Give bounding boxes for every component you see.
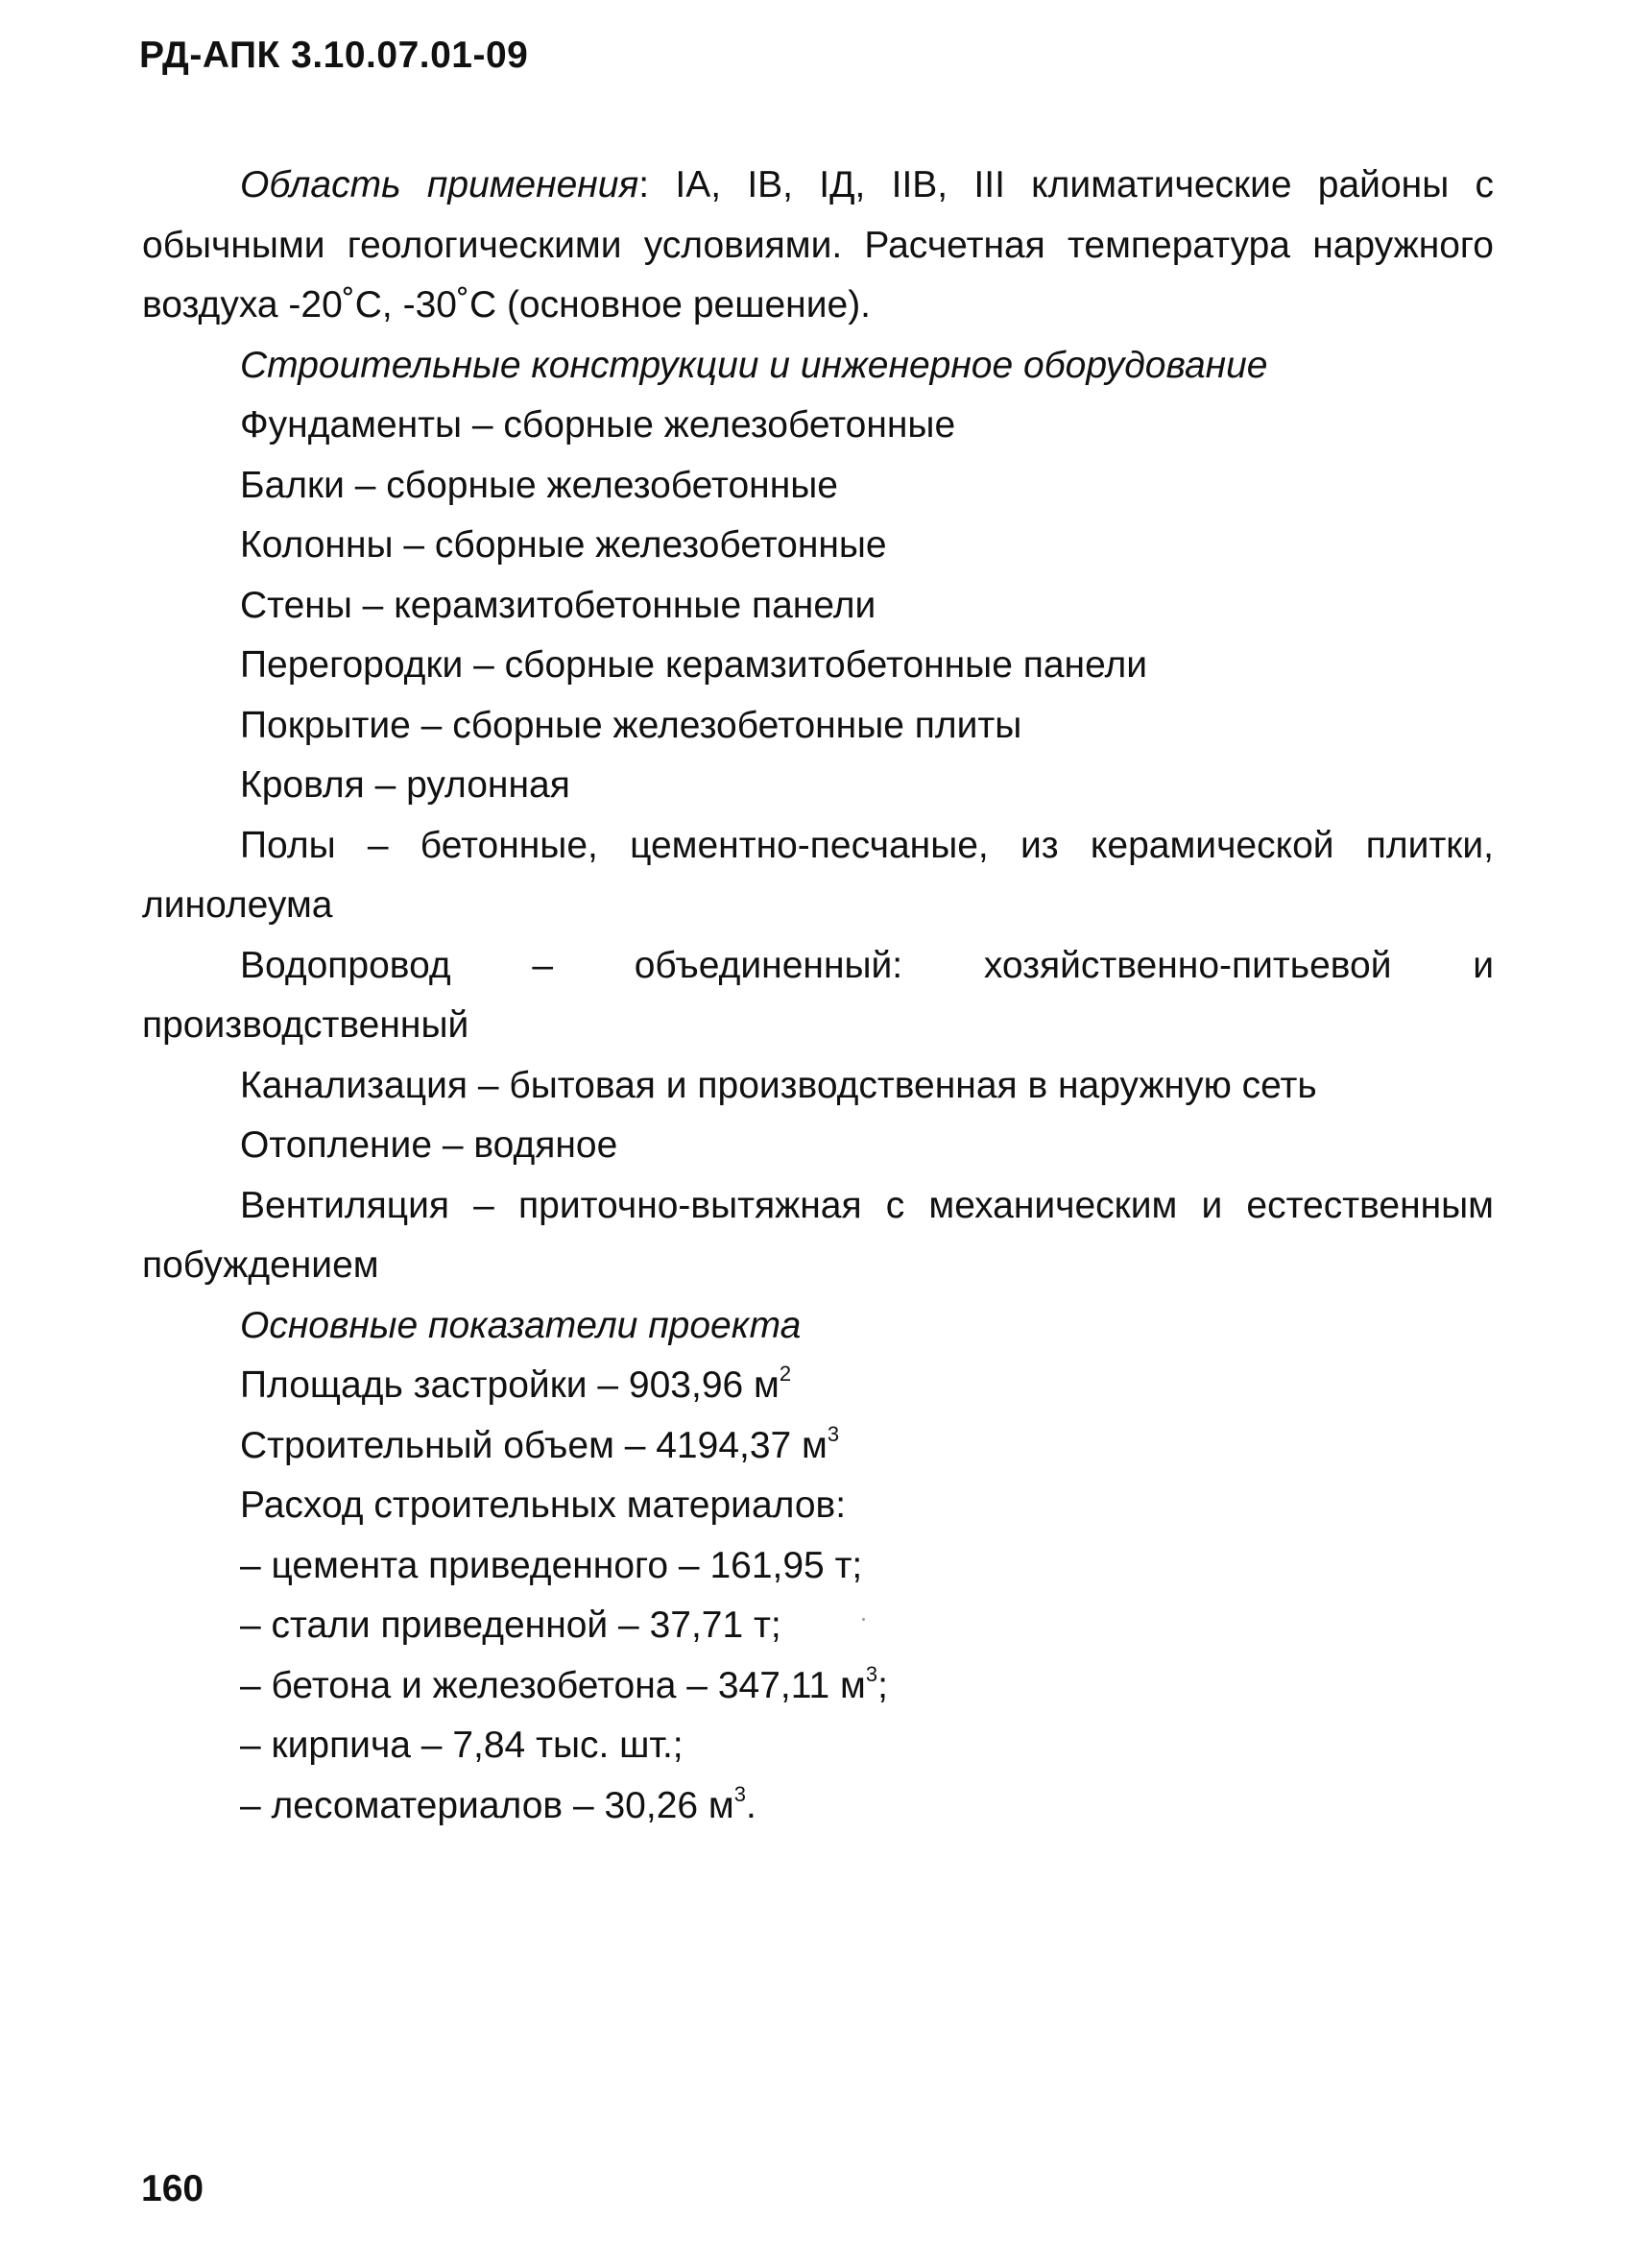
material-cement: – цемента приведенного – 161,95 т; (240, 1544, 863, 1586)
indicator-volume-text: Строительный объем – 4194,37 м (240, 1424, 828, 1466)
construction-item-roof: Кровля – рулонная (240, 764, 570, 806)
constructions-heading: Строительные конструкции и инженерное оборудование (240, 344, 1268, 386)
construction-item-ventilation: Вентиляция – приточно-вытяжная с механическим и естественным побуждением (142, 1184, 1494, 1286)
materials-title: Расход строительных материалов: (240, 1484, 847, 1526)
indicator-built-area (142, 1356, 1494, 1416)
material-concrete-after: ; (877, 1664, 888, 1706)
construction-item-heating: Отопление – водяное (240, 1124, 618, 1166)
material-timber-sup: 3 (733, 1781, 746, 1806)
indicator-volume (142, 1416, 1494, 1477)
material-timber-after: . (745, 1784, 756, 1826)
material-concrete-sup: 3 (865, 1661, 878, 1686)
construction-item-walls: Стены – керамзитобетонные панели (240, 584, 876, 626)
construction-item-columns: Колонны – сборные железобетонные (240, 524, 887, 566)
document-code-header: РД-АПК 3.10.07.01-09 (139, 35, 529, 76)
material-brick: – кирпича – 7,84 тыс. шт.; (240, 1725, 684, 1766)
scope-paragraph (142, 156, 1494, 336)
indicator-volume-sup: 3 (827, 1421, 840, 1446)
construction-item-beams: Балки – сборные железобетонные (240, 464, 838, 506)
indicators-heading: Основные показатели проекта (240, 1304, 802, 1346)
material-timber (142, 1776, 1494, 1837)
scope-text: IA, IB, IД, IIB, III климатические районы с обычными геологическими условиями. Расчетная температура наружного воздуха -20˚С, -30˚С (основное решение). (142, 164, 1494, 326)
material-steel: – стали приведенной – 37,71 т; (240, 1604, 781, 1646)
material-concrete-text: – бетона и железобетона – 347,11 м (240, 1664, 866, 1706)
construction-item-foundations: Фундаменты – сборные железобетонные (240, 404, 956, 446)
construction-item-roofing-slabs: Покрытие – сборные железобетонные плиты (240, 704, 1022, 746)
page-number: 160 (141, 2168, 204, 2209)
indicator-built-area-sup: 2 (779, 1362, 792, 1386)
indicator-built-area-text: Площадь застройки – 903,96 м (240, 1364, 780, 1406)
construction-item-partitions: Перегородки – сборные керамзитобетонные панели (240, 644, 1148, 686)
scope-colon: : (638, 164, 650, 205)
document-body (142, 156, 1494, 1836)
construction-item-water-supply: Водопровод – объединенный: хозяйственно-питьевой и производственный (142, 944, 1494, 1046)
material-timber-text: – лесоматериалов – 30,26 м (240, 1784, 734, 1826)
scan-speck (862, 1618, 865, 1621)
scope-label: Область применения (240, 164, 639, 205)
construction-item-sewerage: Канализация – бытовая и производственная в наружную сеть (240, 1064, 1317, 1106)
material-concrete (142, 1656, 1494, 1717)
construction-item-floors: Полы – бетонные, цементно-песчаные, из керамической плитки, линолеума (142, 824, 1494, 926)
